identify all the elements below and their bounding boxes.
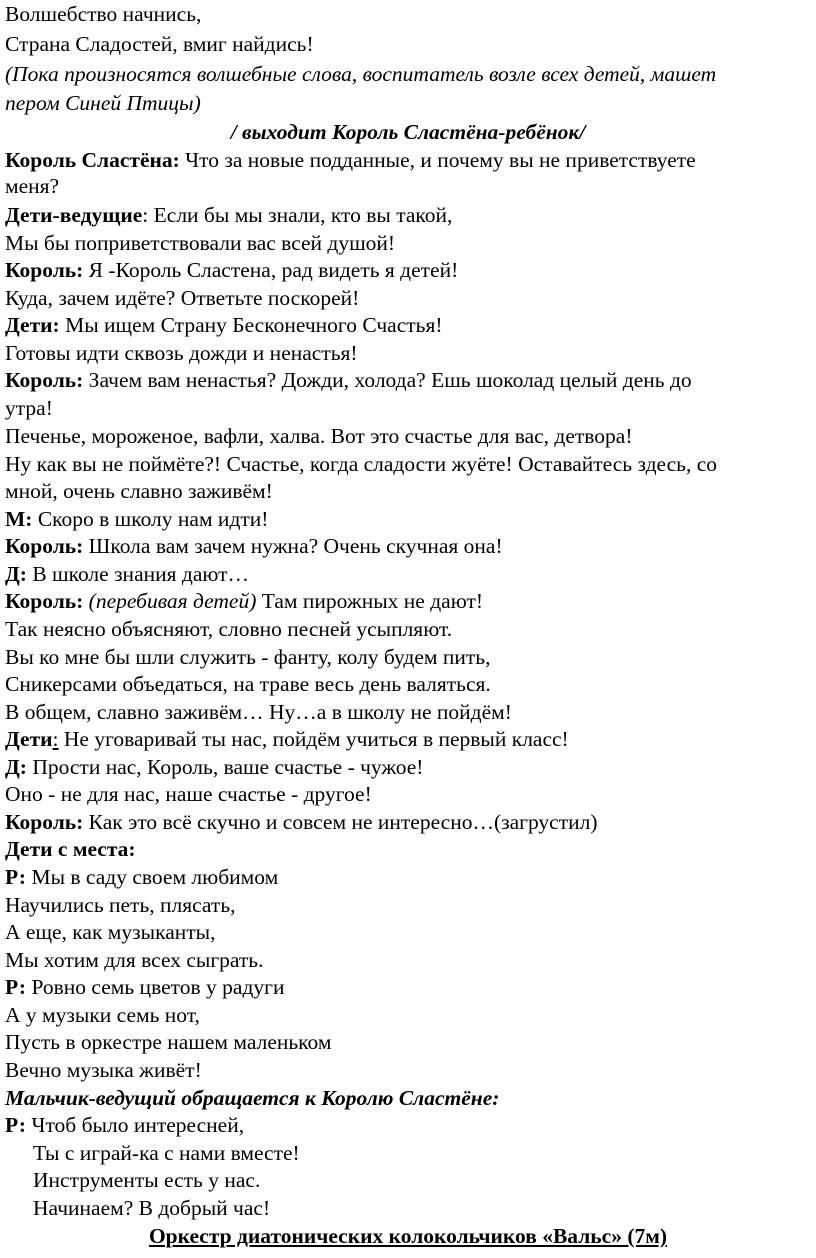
speaker: М: bbox=[5, 507, 33, 531]
stage-direction-centered: / выходит Король Сластёна-ребёнок/ bbox=[230, 120, 586, 144]
dialogue-line: М: Скоро в школу нам идти! bbox=[5, 507, 269, 531]
text-line: Ты с играй-ка с нами вместе! bbox=[33, 1141, 300, 1165]
dialogue-line bbox=[5, 835, 136, 863]
text-line: А у музыки семь нот, bbox=[5, 1003, 200, 1027]
speaker: Р: bbox=[5, 975, 27, 999]
dialogue-line: Король: (перебивая детей) Там пирожных не дают! bbox=[5, 589, 484, 613]
text-line: Страна Сладостей, вмиг найдись! bbox=[5, 32, 314, 56]
dialogue-line: Дети: Мы ищем Страну Бесконечного Счастья! bbox=[5, 313, 443, 337]
dialogue-line: Д: Прости нас, Король, ваше счастье - чужое! bbox=[5, 755, 424, 779]
dialogue-line: Дети: Не уговаривай ты нас, пойдём учиться в первый класс! bbox=[5, 727, 569, 751]
speaker: Король: bbox=[5, 810, 84, 834]
dialogue-line: Король: Как это всё скучно и совсем не интересно…(загрустил) bbox=[5, 810, 598, 834]
text-line: Мы бы поприветствовали вас всей душой! bbox=[5, 231, 396, 255]
text-line: меня? bbox=[5, 174, 60, 198]
text-line: Ну как вы не поймёте?! Счастье, когда сладости жуёте! Оставайтесь здесь, со bbox=[5, 452, 717, 476]
speaker: Дети bbox=[5, 727, 53, 751]
text-line: Волшебство начнись, bbox=[5, 2, 202, 26]
remark: (перебивая детей) bbox=[83, 589, 257, 613]
speaker: Король: bbox=[5, 368, 84, 392]
stage-direction: пером Синей Птицы) bbox=[5, 91, 201, 115]
text-line: Начинаем? В добрый час! bbox=[33, 1196, 271, 1220]
speaker: Дети: bbox=[5, 313, 60, 337]
section-heading: Оркестр диатонических колокольчиков «Вальс» (7м) bbox=[148, 1224, 668, 1248]
text-line: Печенье, мороженое, вафли, халва. Вот это счастье для вас, детвора! bbox=[5, 424, 633, 448]
speaker: Дети с места: bbox=[5, 837, 136, 861]
text-line: утра! bbox=[5, 396, 53, 420]
speaker: Король: bbox=[5, 534, 84, 558]
speaker: Король Сластёна: bbox=[5, 148, 180, 172]
text-line: Так неясно объясняют, словно песней усыпляют. bbox=[5, 617, 453, 641]
text-line: В общем, славно заживём… Ну…а в школу не пойдём! bbox=[5, 700, 512, 724]
dialogue-line: Дети-ведущие: Если бы мы знали, кто вы такой, bbox=[5, 203, 453, 227]
text-line: Готовы идти сквозь дожди и ненастья! bbox=[5, 341, 358, 365]
speaker: Король: bbox=[5, 258, 84, 282]
text-line: Мы хотим для всех сыграть. bbox=[5, 948, 264, 972]
dialogue-line: Р: Ровно семь цветов у радуги bbox=[5, 975, 285, 999]
dialogue-line: Король: Я -Король Сластена, рад видеть я детей! bbox=[5, 258, 459, 282]
text-line: Инструменты есть у нас. bbox=[33, 1168, 261, 1192]
text-line: Пусть в оркестре нашем маленьком bbox=[5, 1030, 332, 1054]
speaker-colon: : bbox=[52, 727, 59, 751]
dialogue-line: Король: Школа вам зачем нужна? Очень скучная она! bbox=[5, 534, 503, 558]
speaker: Р: bbox=[5, 1113, 27, 1137]
speaker: Король: bbox=[5, 589, 84, 613]
dialogue-line: Д: В школе знания дают… bbox=[5, 562, 250, 586]
speaker: Д: bbox=[5, 562, 27, 586]
dialogue-line: Р: Мы в саду своем любимом bbox=[5, 865, 279, 889]
dialogue-line: Король Сластёна: Что за новые подданные, и почему вы не приветствуете bbox=[5, 148, 696, 172]
text-line: Оно - не для нас, наше счастье - другое! bbox=[5, 782, 372, 806]
text-line: Научились петь, плясать, bbox=[5, 893, 236, 917]
stage-direction: (Пока произносятся волшебные слова, воспитатель возле всех детей, машет bbox=[5, 62, 717, 86]
text-line: Сникерсами объедаться, на траве весь день валяться. bbox=[5, 672, 491, 696]
text-line: Вы ко мне бы шли служить - фанту, колу будем пить, bbox=[5, 645, 491, 669]
text-line: мной, очень славно заживём! bbox=[5, 479, 273, 503]
text-line: А еще, как музыканты, bbox=[5, 920, 216, 944]
dialogue-line: Король: Зачем вам ненастья? Дожди, холода? Ешь шоколад целый день до bbox=[5, 368, 692, 392]
text-line: Вечно музыка живёт! bbox=[5, 1058, 202, 1082]
stage-direction: Мальчик-ведущий обращается к Королю Сластёне: bbox=[5, 1086, 500, 1110]
text-line: Куда, зачем идёте? Ответьте поскорей! bbox=[5, 286, 360, 310]
dialogue-line: Р: Чтоб было интересней, bbox=[5, 1113, 245, 1137]
speaker: Р: bbox=[5, 865, 27, 889]
speaker: Дети-ведущие bbox=[5, 203, 143, 227]
speaker: Д: bbox=[5, 755, 27, 779]
